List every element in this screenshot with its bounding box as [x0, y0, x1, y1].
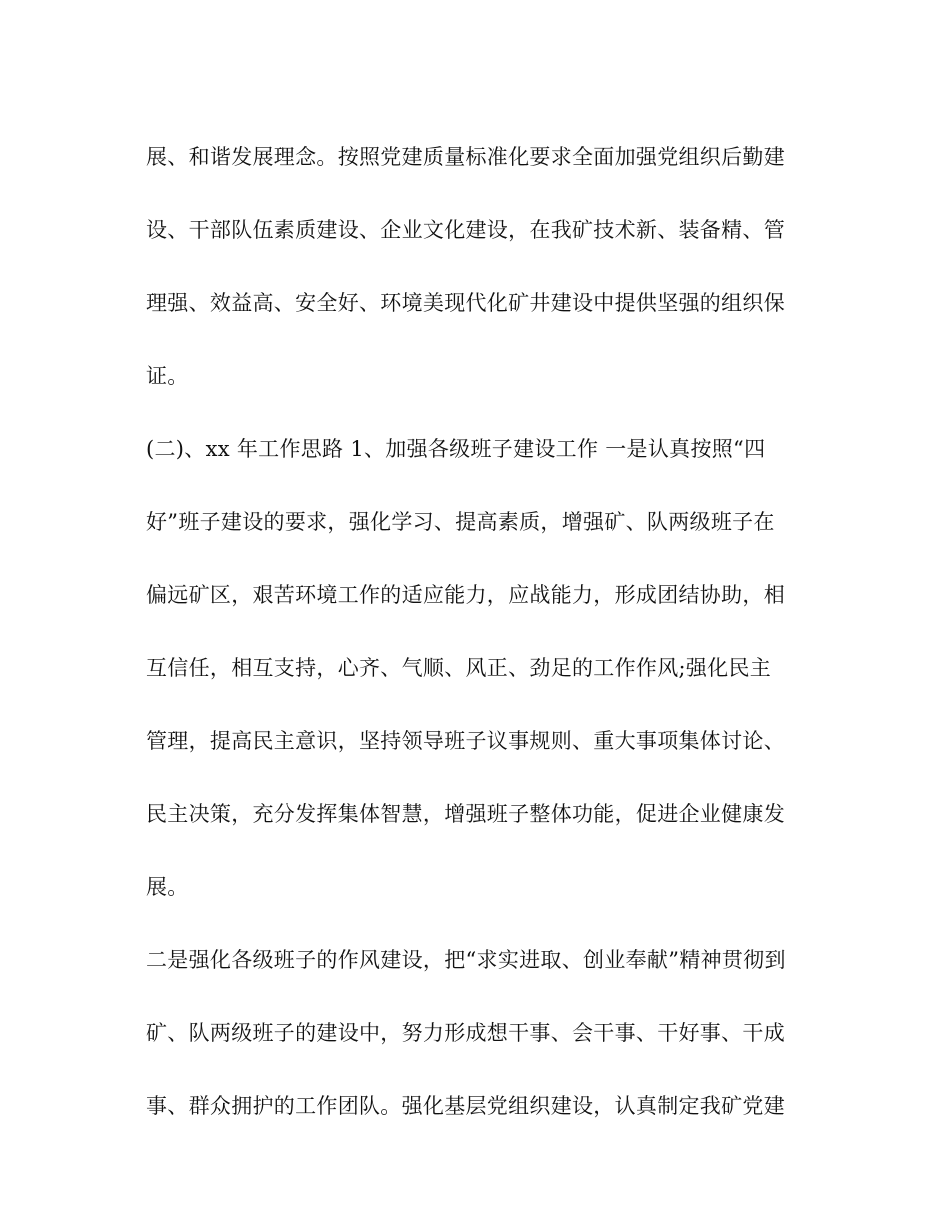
- text-line: 偏远矿区，艰苦环境工作的适应能力，应战能力，形成团结协助，相: [146, 583, 785, 607]
- text-line: 展、和谐发展理念。按照党建质量标准化要求全面加强党组织后勤建: [146, 145, 785, 169]
- text-line: 互信任，相互支持，心齐、气顺、风正、劲足的工作作风;强化民主: [146, 656, 772, 680]
- text-line: 理强、效益高、安全好、环境美现代化矿井建设中提供坚强的组织保: [146, 291, 785, 315]
- text-line: (二)、xx 年工作思路 1、加强各级班子建设工作 一是认真按照“四: [146, 437, 766, 461]
- text-line: 管理，提高民主意识，坚持领导班子议事规则、重大事项集体讨论、: [146, 729, 785, 753]
- body-text: [146, 121, 806, 1143]
- text-line: 证。: [146, 364, 189, 388]
- text-line: 好”班子建设的要求，强化学习、提高素质，增强矿、队两级班子在: [146, 510, 775, 534]
- text-line: 事、群众拥护的工作团队。强化基层党组织建设，认真制定我矿党建: [146, 1094, 785, 1118]
- text-line: 二是强化各级班子的作风建设，把“求实进取、创业奉献”精神贯彻到: [146, 948, 786, 972]
- text-line: 民主决策，充分发挥集体智慧，增强班子整体功能，促进企业健康发: [146, 802, 785, 826]
- text-line: 展。: [146, 875, 189, 899]
- text-line: 设、干部队伍素质建设、企业文化建设，在我矿技术新、装备精、管: [146, 218, 785, 242]
- text-line: 矿、队两级班子的建设中，努力形成想干事、会干事、干好事、干成: [146, 1021, 785, 1045]
